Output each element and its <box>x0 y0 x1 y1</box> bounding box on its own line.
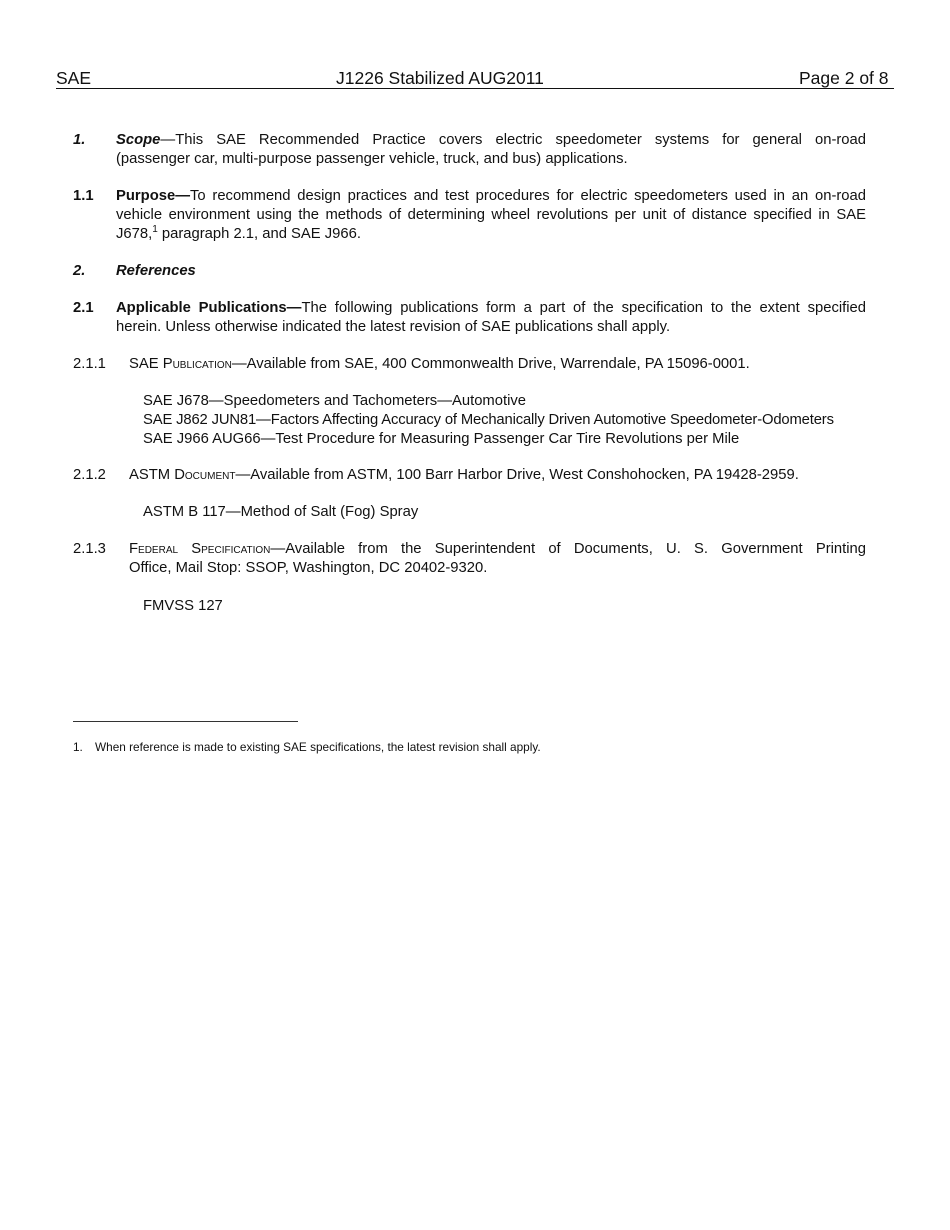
reference-fmvss-127: FMVSS 127 <box>143 598 223 614</box>
footnote-text: When reference is made to existing SAE specifications, the latest revision shall apply. <box>95 740 541 754</box>
section-2-1-number: 2.1 <box>73 300 94 316</box>
section-2-1-title: Applicable Publications— <box>116 300 302 316</box>
section-2-number: 2. <box>73 263 86 279</box>
section-2-1-3-number: 2.1.3 <box>73 541 106 557</box>
section-2-1-2-label: ASTM Document <box>129 467 236 483</box>
section-2-1-line-1 <box>116 299 866 318</box>
section-1-1-title: Purpose— <box>116 188 190 204</box>
section-2-1-2-number: 2.1.2 <box>73 467 106 483</box>
reference-sae-j862: SAE J862 JUN81—Factors Affecting Accuracy of Mechanically Driven Automotive Speedometer-Odometers <box>143 412 834 428</box>
footnote-rule <box>73 721 298 722</box>
reference-astm-b117: ASTM B 117—Method of Salt (Fog) Spray <box>143 504 419 520</box>
header-page-number: Page 2 of 8 <box>799 68 889 88</box>
section-1-title: Scope <box>116 132 161 148</box>
section-1-number: 1. <box>73 132 86 148</box>
section-1-1-text-3b: paragraph 2.1, and SAE J966. <box>157 226 361 242</box>
section-1-1-text-3a: J678, <box>116 226 153 242</box>
section-1-line-1 <box>116 131 866 150</box>
section-2-1-3-text-1: —Available from the Superintendent of Documents, U. S. Government Printing <box>270 541 866 557</box>
section-2-1-1-text: —Available from SAE, 400 Commonwealth Drive, Warrendale, PA 15096-0001. <box>231 356 750 372</box>
section-1-1-number: 1.1 <box>73 188 94 204</box>
section-2-1-3-text-2: Office, Mail Stop: SSOP, Washington, DC 20402-9320. <box>129 560 488 576</box>
footnote <box>73 740 541 754</box>
section-1-text-1: —This SAE Recommended Practice covers electric speedometer systems for general on-road <box>160 132 866 148</box>
header-left: SAE <box>56 68 92 88</box>
section-1-1-line-1 <box>116 187 866 206</box>
section-2-1-text-1: The following publications form a part of the specification to the extent specified <box>301 300 867 316</box>
reference-sae-j966: SAE J966 AUG66—Test Procedure for Measuring Passenger Car Tire Revolutions per Mile <box>143 431 740 447</box>
section-2-1-2-line <box>129 466 866 485</box>
section-1-text-2: (passenger car, multi-purpose passenger vehicle, truck, and bus) applications. <box>116 151 628 167</box>
footnote-reference: 1 <box>152 224 158 235</box>
reference-sae-j678: SAE J678—Speedometers and Tachometers—Automotive <box>143 393 527 409</box>
section-2-1-1-number: 2.1.1 <box>73 356 106 372</box>
section-2-1-text-2: herein. Unless otherwise indicated the latest revision of SAE publications shall apply. <box>116 319 671 335</box>
header-rule <box>56 88 894 89</box>
section-2-1-1-line <box>129 355 866 374</box>
section-1-1-text-1: To recommend design practices and test procedures for electric speedometers used in an on-road <box>190 188 866 204</box>
section-2-1-1-label: SAE Publication <box>129 356 232 372</box>
section-2-1-2-text: —Available from ASTM, 100 Barr Harbor Drive, West Conshohocken, PA 19428-2959. <box>235 467 799 483</box>
section-2-title: References <box>116 263 196 279</box>
section-1-1-line-3 <box>116 225 866 244</box>
section-2-1-3-label: Federal Specification <box>129 541 271 557</box>
section-1-1-text-2: vehicle environment using the methods of determining wheel revolutions per unit of distance specified in SAE <box>116 207 866 223</box>
footnote-number: 1. <box>73 740 83 754</box>
header-center: J1226 Stabilized AUG2011 <box>336 68 544 88</box>
section-2-1-3-line-1 <box>129 540 866 559</box>
